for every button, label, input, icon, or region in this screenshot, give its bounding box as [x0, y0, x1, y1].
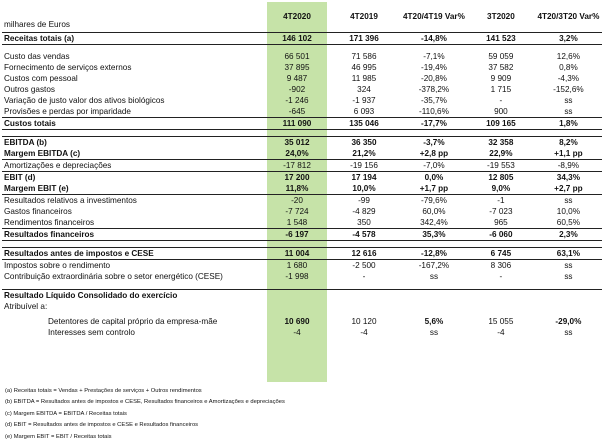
value-cell: 1,8%	[535, 118, 602, 130]
table-row	[2, 206, 602, 217]
value-cell: 171 396	[327, 32, 401, 44]
value-cell: -7 724	[285, 207, 309, 216]
value-cell: 8,2%	[535, 137, 602, 149]
table-row	[2, 172, 602, 184]
value-cell: 37 895	[284, 63, 310, 72]
value-cell: 36 350	[327, 137, 401, 149]
value-cell: 8 306	[490, 261, 512, 270]
value-cell: -1	[497, 196, 505, 205]
value-cell: 10,0%	[327, 183, 401, 195]
value-cell: 35,3%	[401, 229, 467, 241]
value-cell: 10 120	[351, 316, 377, 326]
row-label: Interesses sem controlo	[48, 327, 135, 337]
table-header-row	[2, 2, 602, 32]
column-header: 4T2020	[267, 2, 327, 32]
value-cell: 17 200	[267, 172, 327, 184]
value-cell: 24,0%	[267, 148, 327, 160]
row-label: Custo das vendas	[4, 52, 70, 61]
value-cell: 17 194	[327, 172, 401, 184]
value-cell: -645	[288, 107, 306, 116]
table-row	[2, 229, 602, 241]
value-cell: 1 715	[490, 85, 512, 94]
value-cell: 10,0%	[556, 207, 581, 216]
row-label: Outros gastos	[4, 85, 55, 94]
spacer-cell	[2, 44, 602, 51]
value-cell: 109 165	[467, 118, 535, 130]
value-cell: ss	[564, 96, 573, 105]
row-label: Resultado Líquido Consolidado do exercício	[2, 289, 267, 301]
row-label: Detentores de capital próprio da empresa-mãe	[48, 316, 218, 326]
value-cell: 34,3%	[535, 172, 602, 184]
spacer-cell	[2, 241, 602, 248]
value-cell: 60,5%	[556, 218, 581, 227]
value-cell: 0,0%	[401, 172, 467, 184]
value-cell: 146 102	[267, 32, 327, 44]
value-cell: 59 059	[488, 52, 514, 61]
value-cell: -902	[288, 85, 306, 94]
value-cell: -4	[497, 327, 505, 337]
value-cell: -6 197	[267, 229, 327, 241]
value-cell: -152,6%	[553, 85, 584, 94]
row-label: EBIT (d)	[2, 172, 267, 184]
value-cell: 37 582	[488, 63, 514, 72]
value-cell: -12,8%	[401, 248, 467, 260]
value-cell: 0,8%	[559, 63, 578, 72]
value-cell: 6 093	[353, 107, 375, 116]
value-cell	[467, 301, 535, 312]
value-cell: 11,8%	[267, 183, 327, 195]
value-cell: -19 553	[487, 161, 515, 170]
row-label: Resultados financeiros	[2, 229, 267, 241]
value-cell: 12,6%	[556, 52, 581, 61]
value-cell: 11 985	[351, 74, 377, 83]
value-cell: 111 090	[267, 118, 327, 130]
value-cell: 350	[357, 218, 371, 227]
value-cell: +2,7 pp	[535, 183, 602, 195]
value-cell: 46 995	[351, 63, 377, 72]
row-label: Impostos sobre o rendimento	[4, 261, 111, 270]
value-cell: 6 745	[467, 248, 535, 260]
value-cell: -4	[360, 327, 368, 337]
value-cell: -7,1%	[423, 52, 445, 61]
footnotes	[5, 388, 285, 445]
table-row	[2, 73, 602, 84]
value-cell: -14,8%	[401, 32, 467, 44]
value-cell	[267, 301, 327, 312]
value-cell: 2,3%	[535, 229, 602, 241]
row-label: Custos totais	[2, 118, 267, 130]
table-row	[2, 327, 602, 338]
value-cell: -6 060	[467, 229, 535, 241]
row-label: Rendimentos financeiros	[4, 218, 95, 227]
spacer-cell	[2, 282, 602, 289]
row-label: Receitas totais (a)	[2, 32, 267, 44]
value-cell	[535, 289, 602, 301]
table-row	[2, 183, 602, 195]
spacer-row	[2, 44, 602, 51]
value-cell: 10 690	[284, 316, 310, 326]
value-cell: -79,6%	[420, 196, 447, 205]
table-row	[2, 301, 602, 312]
row-label: Custos com pessoal	[4, 74, 78, 83]
footnote: (b) EBITDA = Resultados antes de impostos e CESE, Resultados financeiros e Amortizações e depreciações	[5, 399, 285, 406]
value-cell	[401, 301, 467, 312]
value-cell: 22,9%	[467, 148, 535, 160]
value-cell: -167,2%	[418, 261, 450, 270]
value-cell: -1 246	[285, 96, 309, 105]
value-cell: ss	[564, 107, 573, 116]
value-cell: -29,0%	[555, 316, 582, 326]
value-cell	[327, 289, 401, 301]
value-cell: -4	[293, 327, 301, 337]
value-cell: 141 523	[467, 32, 535, 44]
value-cell: -110,6%	[419, 107, 449, 116]
value-cell	[401, 289, 467, 301]
table-row	[2, 248, 602, 260]
financial-statement-table	[2, 2, 602, 338]
value-cell: ss	[429, 327, 439, 337]
value-cell: -4 578	[327, 229, 401, 241]
table-row	[2, 316, 602, 327]
value-cell: 12 805	[467, 172, 535, 184]
row-label: Gastos financeiros	[4, 207, 72, 216]
table-body	[2, 32, 602, 338]
value-cell: +1,7 pp	[401, 183, 467, 195]
table-row	[2, 106, 602, 118]
value-cell: 342,4%	[420, 218, 448, 227]
table-row	[2, 289, 602, 301]
table-row	[2, 84, 602, 95]
value-cell: ss	[564, 272, 573, 281]
value-cell: -19,4%	[420, 63, 447, 72]
value-cell: ss	[429, 272, 439, 281]
table-row	[2, 32, 602, 44]
row-label: EBITDA (b)	[2, 137, 267, 149]
table-row	[2, 195, 602, 207]
value-cell: 324	[357, 85, 371, 94]
value-cell: -	[362, 272, 366, 281]
table-row	[2, 148, 602, 160]
value-cell: 965	[494, 218, 508, 227]
column-header: 4T20/3T20 Var%	[535, 2, 602, 32]
value-cell: 1 548	[286, 218, 308, 227]
spacer-row	[2, 130, 602, 137]
value-cell	[535, 301, 602, 312]
table-row	[2, 260, 602, 272]
value-cell: 9,0%	[467, 183, 535, 195]
value-cell: -7,0%	[423, 161, 445, 170]
row-label: Variação de justo valor dos ativos biológicos	[4, 96, 165, 105]
row-label: Contribuição extraordinária sobre o setor energético (CESE)	[4, 272, 223, 281]
value-cell: 60,0%	[422, 207, 446, 216]
value-cell: -1 998	[285, 272, 309, 281]
row-label: Margem EBIT (e)	[2, 183, 267, 195]
value-cell: -378,2%	[418, 85, 450, 94]
value-cell	[467, 289, 535, 301]
value-cell: ss	[564, 261, 573, 270]
table-row	[2, 118, 602, 130]
column-header: 4T20/4T19 Var%	[401, 2, 467, 32]
spacer-row	[2, 282, 602, 289]
value-cell: -20,8%	[420, 74, 447, 83]
footnote: (d) EBIT = Resultados antes de impostos e CESE e Resultados financeiros	[5, 422, 199, 429]
value-cell: -19 156	[350, 161, 378, 170]
value-cell: -20	[291, 196, 303, 205]
table-row	[2, 95, 602, 106]
value-cell: -17,7%	[401, 118, 467, 130]
row-label: Atribuível a:	[4, 301, 48, 311]
value-cell: 11 004	[267, 248, 327, 260]
value-cell: -2 500	[352, 261, 376, 270]
value-cell: 21,2%	[327, 148, 401, 160]
footnote: (c) Margem EBITDA = EBITDA / Receitas totais	[5, 410, 127, 417]
row-label: Margem EBITDA (c)	[2, 148, 267, 160]
value-cell: -4,3%	[557, 74, 580, 83]
table-row	[2, 51, 602, 62]
value-cell: ss	[564, 196, 573, 205]
value-cell: +2,8 pp	[401, 148, 467, 160]
table-row	[2, 160, 602, 172]
value-cell: -1 937	[352, 96, 376, 105]
value-cell	[327, 301, 401, 312]
footnote: (a) Receitas totais = Vendas + Prestações de serviços + Outros rendimentos	[5, 388, 202, 394]
value-cell: -3,7%	[401, 137, 467, 149]
value-cell: 63,1%	[535, 248, 602, 260]
row-label: Fornecimento de serviços externos	[4, 63, 132, 72]
value-cell: -35,7%	[420, 96, 447, 105]
row-label: Amortizações e depreciações	[4, 161, 112, 170]
spacer-row	[2, 241, 602, 248]
value-cell: ss	[564, 327, 573, 337]
value-cell: 900	[494, 107, 508, 116]
value-cell: 5,6%	[424, 316, 444, 326]
row-label: Provisões e perdas por imparidade	[4, 107, 131, 116]
row-label: Resultados antes de impostos e CESE	[2, 248, 267, 260]
value-cell: -7 023	[489, 207, 513, 216]
value-cell	[267, 289, 327, 301]
value-cell: -8,9%	[557, 161, 580, 170]
table-row	[2, 137, 602, 149]
value-cell: 66 501	[284, 52, 310, 61]
value-cell: 35 012	[267, 137, 327, 149]
spacer-cell	[2, 130, 602, 137]
value-cell: -	[499, 272, 503, 281]
value-cell: -	[499, 96, 503, 105]
value-cell: 9 909	[490, 74, 512, 83]
units-label: milhares de Euros	[2, 2, 267, 32]
value-cell: 32 358	[467, 137, 535, 149]
value-cell: 3,2%	[535, 32, 602, 44]
value-cell: +1,1 pp	[535, 148, 602, 160]
value-cell: 12 616	[327, 248, 401, 260]
table-row	[2, 62, 602, 73]
value-cell: -99	[358, 196, 370, 205]
value-cell: 135 046	[327, 118, 401, 130]
footnote: (e) Margem EBIT = EBIT / Receitas totais	[5, 433, 112, 440]
table-row	[2, 217, 602, 229]
value-cell: 71 586	[351, 52, 377, 61]
column-header: 3T2020	[467, 2, 535, 32]
table-row	[2, 271, 602, 282]
value-cell: -4 829	[352, 207, 376, 216]
column-header: 4T2019	[327, 2, 401, 32]
value-cell: -17 812	[283, 161, 311, 170]
value-cell: 15 055	[488, 316, 514, 326]
row-label: Resultados relativos a investimentos	[4, 196, 137, 205]
value-cell: 1 680	[286, 261, 308, 270]
value-cell: 9 487	[286, 74, 308, 83]
